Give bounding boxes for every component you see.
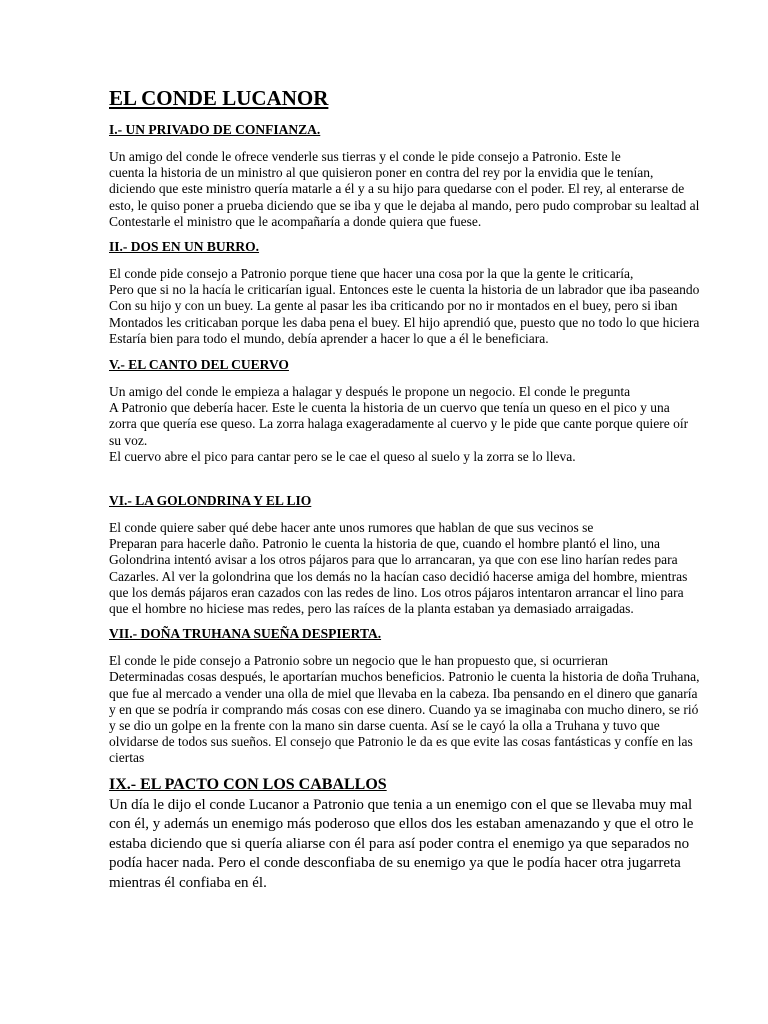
text-line: Golondrina intentó avisar a los otros pájaros para que lo arrancaran, ya que con ese lino harían redes para (109, 552, 678, 568)
text-line: Determinadas cosas después, le aportarían muchos beneficios. Patronio le cuenta la historia de doña Truhana, (109, 669, 700, 685)
section (109, 122, 734, 230)
section (109, 626, 734, 766)
text-line: que el hombre no hiciese mas redes, pero las raíces de la planta estaban ya demasiado arraigadas. (109, 601, 634, 617)
text-line: Contestarle el ministro que le acompañaría a donde quiera que fuese. (109, 213, 482, 229)
section-body (109, 384, 734, 465)
text-line: Montados les criticaban porque les daba pena el buey. El hijo aprendió que, puesto que no todo lo que hiciera (109, 314, 700, 330)
text-line: podía hacer nada. Pero el conde desconfiaba de su enemigo ya que le podía hacer otra jugarreta (109, 855, 681, 872)
section-body (109, 653, 734, 766)
section (109, 239, 734, 347)
text-line: y se dio un golpe en la frente con la mano sin darse cuenta. Así se le cayó la olla a Truhana y tuvo que (109, 718, 660, 734)
text-line: A Patronio que debería hacer. Este le cuenta la historia de un cuervo que tenía un queso en el pico y una (109, 400, 670, 416)
text-line: que fue al mercado a vender una olla de miel que llevaba en la cabeza. Iba pensando en el dinero que ganaría (109, 685, 698, 701)
section (109, 357, 734, 465)
text-line: que los demás pájaros eran cazados con las redes de lino. Los otros pájaros intentaron arrancar el lino para (109, 584, 684, 600)
text-line: Estaría bien para todo el mundo, debía aprender a hacer lo que a él le beneficiara. (109, 330, 549, 346)
section (109, 493, 734, 617)
text-line: El conde le pide consejo a Patronio sobre un negocio que le han propuesto que, si ocurrieran (109, 653, 608, 669)
text-line: con él, y además un enemigo más poderoso que ellos dos les estaban amenazando y que el otro le (109, 816, 694, 833)
section-body (109, 266, 734, 347)
document-title: EL CONDE LUCANOR (109, 86, 329, 110)
section-body (109, 520, 734, 617)
section-body (109, 149, 734, 230)
text-line: ciertas (109, 750, 145, 766)
text-line: diciendo que este ministro quería matarle a él y a su hijo para quedarse con el poder. El rey, al enterarse de (109, 181, 685, 197)
section-heading: VI.- LA GOLONDRINA Y EL LIO (109, 493, 312, 509)
document-page (109, 86, 734, 893)
text-line: Un amigo del conde le empieza a halagar y después le propone un negocio. El conde le pregunta (109, 384, 631, 400)
section-heading: V.- EL CANTO DEL CUERVO (109, 357, 289, 373)
text-line: olvidarse de todos sus sueños. El consejo que Patronio le da es que evite las cosas fantásticas y confíe en las (109, 734, 693, 750)
text-line: Con su hijo y con un buey. La gente al pasar les iba criticando por no ir montados en el buey, pero si iban (109, 298, 678, 314)
text-line: cuenta la historia de un ministro al que quisieron poner en contra del rey por la envidia que le tenían, (109, 165, 654, 181)
text-line: y en que se podría ir comprando más cosas con ese dinero. Cuando ya se imaginaba con mucho dinero, se rió (109, 701, 699, 717)
sections-container (109, 122, 734, 893)
text-line: Un día le dijo el conde Lucanor a Patronio que tenia a un enemigo con el que se llevaba muy mal (109, 796, 693, 813)
section (109, 776, 734, 894)
text-line: su voz. (109, 432, 148, 448)
text-line: zorra que quería ese queso. La zorra halaga exageradamente al cuervo y le pide que cante porque quiere oír (109, 416, 689, 432)
text-line: estaba diciendo que si quería aliarse con él para así poder contra el enemigo ya que separados no (109, 835, 690, 852)
text-line: Preparan para hacerle daño. Patronio le cuenta la historia de que, cuando el hombre plantó el lino, una (109, 536, 661, 552)
section-heading: II.- DOS EN UN BURRO. (109, 239, 260, 255)
section-heading: I.- UN PRIVADO DE CONFIANZA. (109, 122, 321, 137)
text-line: esto, le quiso poner a prueba diciendo que se iba y que le dejaba al mando, pero pudo comprobar su lealtad al (109, 197, 700, 213)
text-line: Pero que si no la hacía le criticarían igual. Entonces este le cuenta la historia de un labrador que iba paseando (109, 282, 700, 298)
text-line: Cazarles. Al ver la golondrina que los demás no la hacían caso decidió hacerse amiga del hombre, mientras (109, 568, 688, 584)
section-heading: IX.- EL PACTO CON LOS CABALLOS (109, 775, 387, 793)
text-line: El cuervo abre el pico para cantar pero se le cae el queso al suelo y la zorra se lo lleva. (109, 448, 576, 464)
text-line: El conde quiere saber qué debe hacer ante unos rumores que hablan de que sus vecinos se (109, 520, 594, 536)
text-line: mientras él confiaba en él. (109, 874, 267, 891)
section-body (109, 796, 734, 894)
text-line: El conde pide consejo a Patronio porque tiene que hacer una cosa por la que la gente le criticaría, (109, 266, 634, 282)
text-line: Un amigo del conde le ofrece venderle sus tierras y el conde le pide consejo a Patronio. Este le (109, 149, 621, 164)
section-heading: VII.- DOÑA TRUHANA SUEÑA DESPIERTA. (109, 626, 382, 642)
